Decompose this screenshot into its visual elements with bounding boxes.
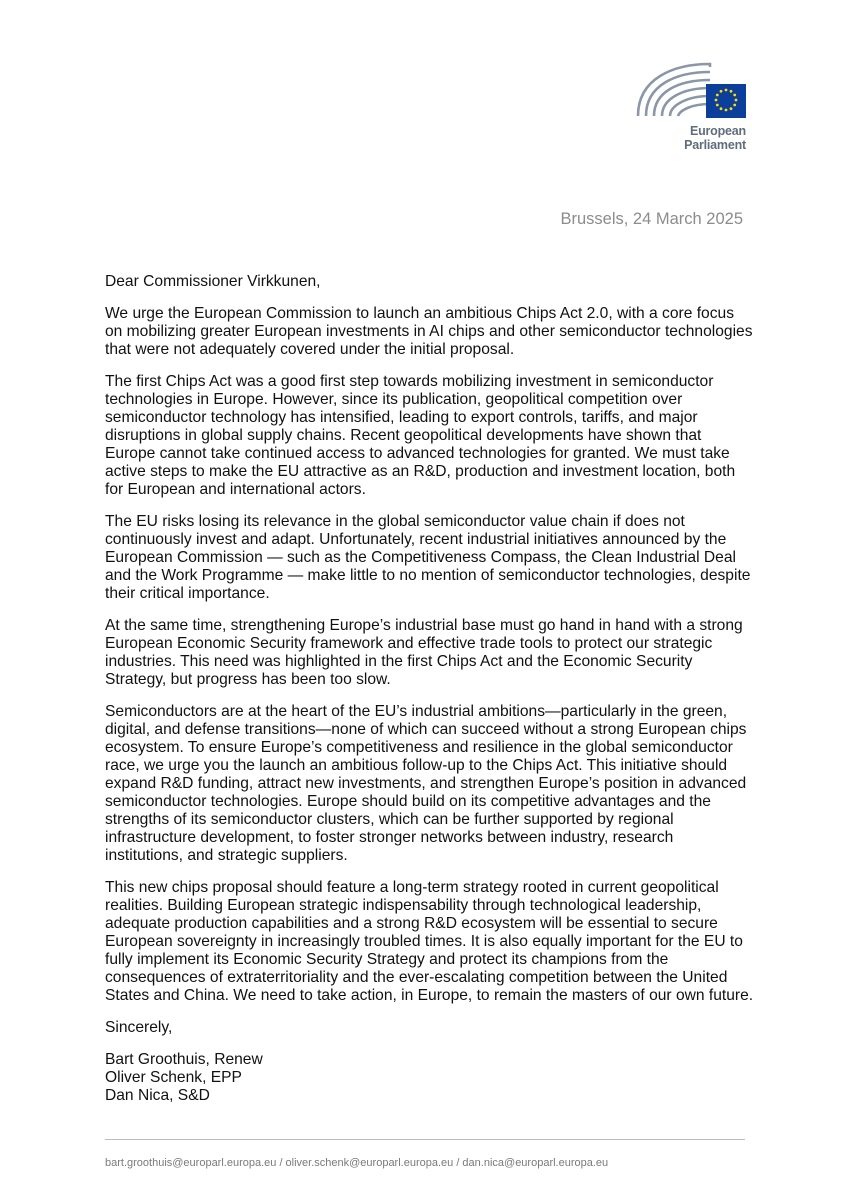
salutation: Dear Commissioner Virkkunen, xyxy=(105,273,321,290)
signer: Oliver Schenk, EPP xyxy=(105,1069,242,1086)
paragraph: The EU risks losing its relevance in the global semiconductor value chain if does not continuously invest and adapt. Unfortunately, recent industrial initiatives announced by the European Commission — such as the Competitiveness Compass, the Clean Industrial Deal and the Work Programme — make little to no mention of semiconductor technologies, despite their critical importance. xyxy=(105,513,751,602)
logo-text: European Parliament xyxy=(684,124,746,152)
paragraph: The first Chips Act was a good first step towards mobilizing investment in semiconductor technologies in Europe. However, since its publication, geopolitical competition over semiconductor technology has intensified, leading to export controls, tariffs, and major disruptions in global supply chains. Recent geopolitical developments have shown that Europe cannot take continued access to advanced technologies for granted. We must take active steps to make the EU attractive as an R&D, production and investment location, both for European and international actors. xyxy=(105,373,736,498)
signer: Dan Nica, S&D xyxy=(105,1087,210,1104)
parliament-hemicycle-icon xyxy=(634,58,746,122)
footer-emails: bart.groothuis@europarl.europa.eu / oliver.schenk@europarl.europa.eu / dan.nica@europarl.europa.eu xyxy=(105,1157,609,1169)
paragraph: We urge the European Commission to launch an ambitious Chips Act 2.0, with a core focus on mobilizing greater European investments in AI chips and other semiconductor technologies that were not adequately covered under the initial proposal. xyxy=(105,305,753,358)
paragraph: At the same time, strengthening Europe’s industrial base must go hand in hand with a strong European Economic Security framework and effective trade tools to protect our strategic industries. This need was highlighted in the first Chips Act and the Economic Security Strategy, but progress has been too slow. xyxy=(105,617,743,688)
closing: Sincerely, xyxy=(105,1019,173,1036)
signer: Bart Groothuis, Renew xyxy=(105,1051,263,1068)
signers-list xyxy=(105,1051,755,1105)
paragraph: This new chips proposal should feature a long-term strategy rooted in current geopolitical realities. Building European strategic indispensability through technological leadership, adequate production capabilities and a strong R&D ecosystem will be essential to secure European sovereignty in increasingly troubled times. It is also equally important for the EU to fully implement its Economic Security Strategy and protect its champions from the consequences of extraterritoriality and the ever-escalating competition between the United States and China. We need to take action, in Europe, to remain the masters of our own future. xyxy=(105,879,754,1004)
letter-date: Brussels, 24 March 2025 xyxy=(560,210,743,228)
european-parliament-logo xyxy=(634,58,746,152)
footer-divider xyxy=(105,1139,745,1140)
paragraph: Semiconductors are at the heart of the EU’s industrial ambitions—particularly in the green, digital, and defense transitions—none of which can succeed without a strong European chips ecosystem. To ensure Europe’s competitiveness and resilience in the global semiconductor race, we urge you the launch an ambitious follow-up to the Chips Act. This initiative should expand R&D funding, attract new investments, and strengthen Europe’s position in advanced semiconductor technologies. Europe should build on its competitive advantages and the strengths of its semiconductor clusters, which can be further supported by regional infrastructure development, to foster stronger networks between industry, research institutions, and strategic suppliers. xyxy=(105,703,747,864)
letter-body xyxy=(105,273,755,1105)
